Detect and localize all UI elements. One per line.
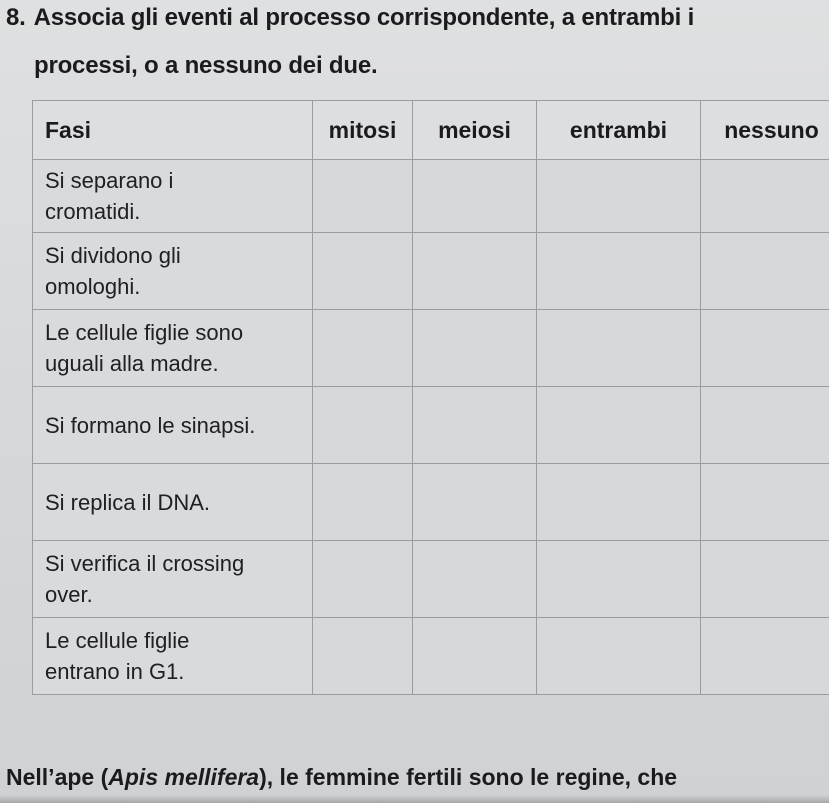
- answer-cell-nessuno[interactable]: [701, 233, 829, 310]
- table-row: [33, 233, 829, 310]
- answer-cell-mitosi[interactable]: [313, 310, 413, 387]
- header-entrambi: entrambi: [537, 101, 701, 160]
- answer-cell-nessuno[interactable]: [701, 310, 829, 387]
- answer-cell-mitosi[interactable]: [313, 464, 413, 541]
- table-row: [33, 464, 829, 541]
- answer-cell-mitosi[interactable]: [313, 233, 413, 310]
- row-label: Le cellule figlie sono uguali alla madre.: [33, 310, 313, 387]
- answer-cell-nessuno[interactable]: [701, 160, 829, 233]
- table-row: [33, 541, 829, 618]
- row-label: Si replica il DNA.: [33, 464, 313, 541]
- answer-cell-entrambi[interactable]: [537, 160, 701, 233]
- answer-cell-entrambi[interactable]: [537, 310, 701, 387]
- answer-cell-mitosi[interactable]: [313, 618, 413, 695]
- answer-cell-entrambi[interactable]: [537, 233, 701, 310]
- answer-cell-meiosi[interactable]: [413, 310, 537, 387]
- answer-cell-mitosi[interactable]: [313, 387, 413, 464]
- row-label: Le cellule figlie entrano in G1.: [33, 618, 313, 695]
- row-label: Si formano le sinapsi.: [33, 387, 313, 464]
- table-row: [33, 387, 829, 464]
- table-row: [33, 310, 829, 387]
- answer-cell-meiosi[interactable]: [413, 233, 537, 310]
- answer-cell-mitosi[interactable]: [313, 160, 413, 233]
- table-row: [33, 618, 829, 695]
- answer-cell-meiosi[interactable]: [413, 160, 537, 233]
- header-fasi: Fasi: [33, 101, 313, 160]
- answer-cell-entrambi[interactable]: [537, 464, 701, 541]
- answer-cell-entrambi[interactable]: [537, 541, 701, 618]
- answer-cell-meiosi[interactable]: [413, 464, 537, 541]
- row-label: Si dividono gli omologhi.: [33, 233, 313, 310]
- answer-cell-meiosi[interactable]: [413, 387, 537, 464]
- row-label: Si separano i cromatidi.: [33, 160, 313, 233]
- header-meiosi: meiosi: [413, 101, 537, 160]
- answer-cell-entrambi[interactable]: [537, 618, 701, 695]
- header-nessuno: nessuno: [701, 101, 829, 160]
- answer-cell-meiosi[interactable]: [413, 618, 537, 695]
- answer-cell-nessuno[interactable]: [701, 541, 829, 618]
- answer-cell-entrambi[interactable]: [537, 387, 701, 464]
- answer-cell-nessuno[interactable]: [701, 387, 829, 464]
- header-mitosi: mitosi: [313, 101, 413, 160]
- answer-cell-mitosi[interactable]: [313, 541, 413, 618]
- exercise-table: [32, 100, 829, 695]
- exercise-title-text-1: Associa gli eventi al processo corrispondente, a entrambi i: [33, 4, 695, 31]
- row-label: Si verifica il crossing over.: [33, 541, 313, 618]
- table-header-row: [33, 101, 829, 160]
- page-bottom-shadow: [0, 795, 829, 803]
- answer-cell-nessuno[interactable]: [701, 618, 829, 695]
- species-name: Apis mellifera: [108, 764, 260, 790]
- exercise-number: 8.: [6, 4, 26, 31]
- exercise-title-line-2: processi, o a nessuno dei due.: [34, 52, 378, 79]
- answer-cell-meiosi[interactable]: [413, 541, 537, 618]
- following-paragraph: Nell’ape (Apis mellifera), le femmine fertili sono le regine, che: [6, 764, 678, 790]
- answer-cell-nessuno[interactable]: [701, 464, 829, 541]
- table-row: [33, 160, 829, 233]
- exercise-title-line-1: [6, 4, 694, 32]
